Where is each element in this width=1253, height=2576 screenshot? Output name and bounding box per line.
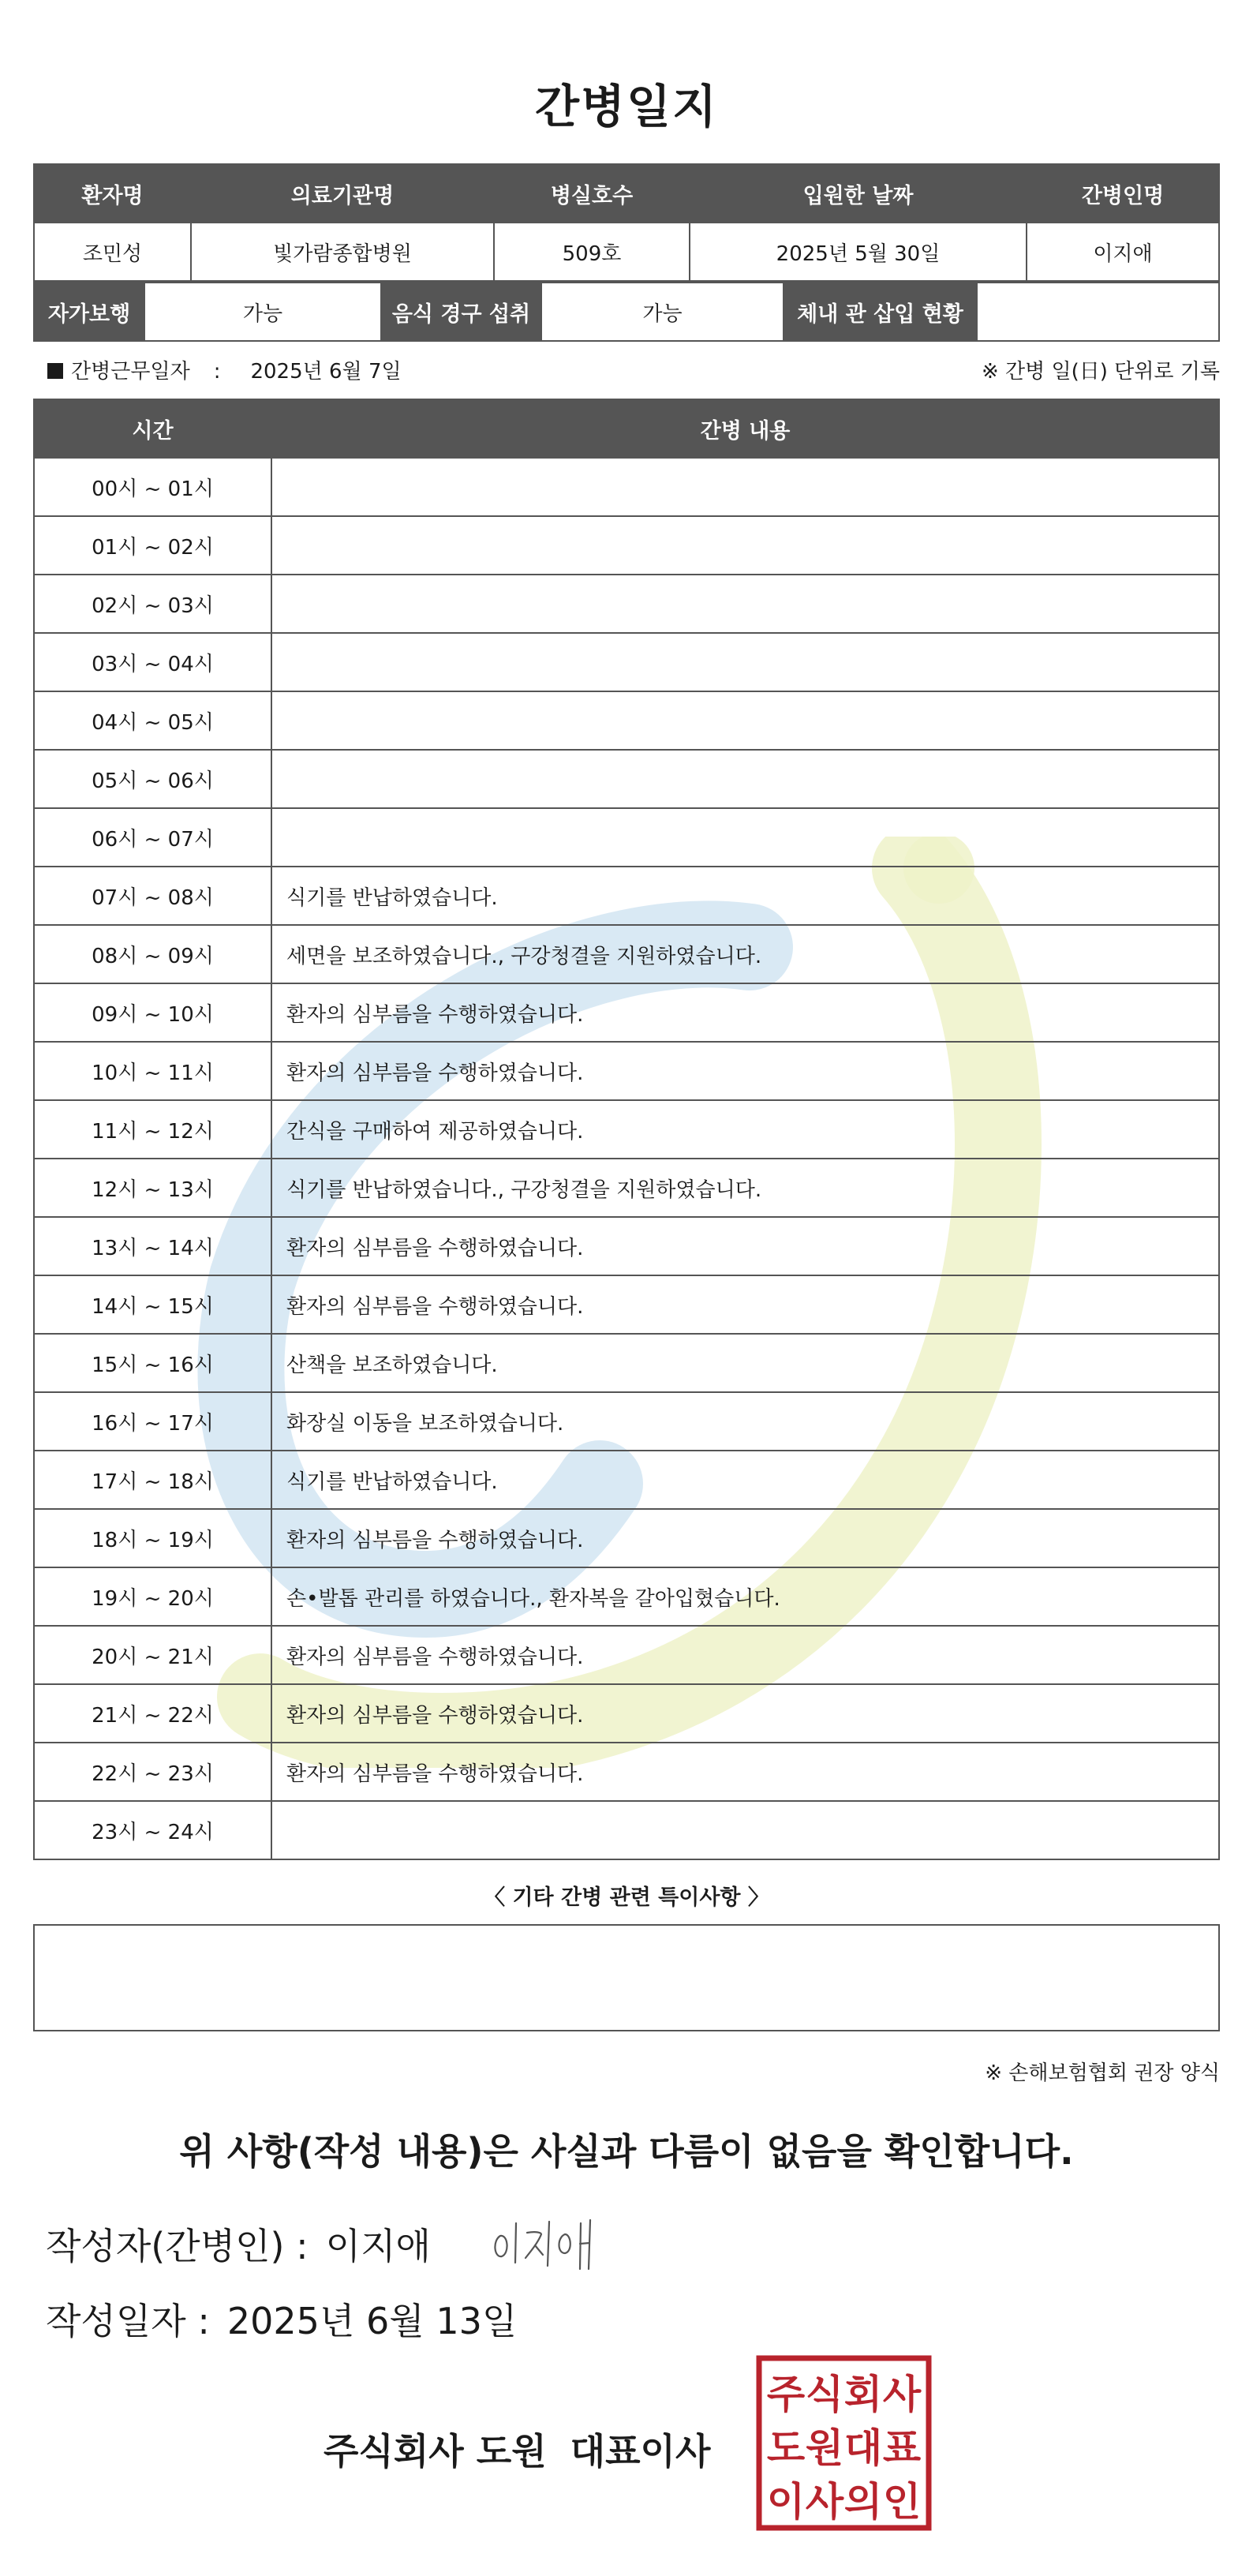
log-content-cell bbox=[271, 458, 1219, 516]
care-log-header-row bbox=[34, 399, 1219, 458]
tube-label: 체내 관 삽입 현황 bbox=[784, 283, 977, 341]
log-time-cell: 07시 ~ 08시 bbox=[34, 867, 271, 925]
table-row bbox=[34, 1684, 1219, 1743]
table-row bbox=[34, 1100, 1219, 1159]
log-content-cell: 환자의 심부름을 수행하였습니다. bbox=[271, 983, 1219, 1042]
page-title: 간병일지 bbox=[534, 80, 719, 133]
log-content-cell bbox=[271, 516, 1219, 575]
header-care-content: 간병 내용 bbox=[271, 399, 1219, 458]
company-representative: 대표이사 bbox=[570, 2430, 711, 2473]
log-content-cell: 환자의 심부름을 수행하였습니다. bbox=[271, 1684, 1219, 1743]
log-time-cell: 18시 ~ 19시 bbox=[34, 1509, 271, 1567]
tube-value bbox=[977, 283, 1219, 341]
table-row bbox=[34, 750, 1219, 808]
care-date-label: 간병근무일자 bbox=[71, 360, 190, 384]
log-content-cell bbox=[271, 1801, 1219, 1859]
table-row bbox=[34, 575, 1219, 633]
table-row bbox=[34, 516, 1219, 575]
self-care-label: 자가보행 bbox=[34, 283, 144, 341]
writer-line bbox=[46, 2218, 431, 2270]
written-date-value: 2025년 6월 13일 bbox=[226, 2300, 518, 2342]
table-row bbox=[34, 1275, 1219, 1334]
log-time-cell: 08시 ~ 09시 bbox=[34, 925, 271, 983]
log-time-cell: 06시 ~ 07시 bbox=[34, 808, 271, 867]
log-time-cell: 16시 ~ 17시 bbox=[34, 1392, 271, 1451]
patient-info-table bbox=[33, 163, 1220, 282]
patient-info-value-row bbox=[34, 223, 1219, 281]
header-caregiver: 간병인명 bbox=[1027, 164, 1219, 223]
log-time-cell: 19시 ~ 20시 bbox=[34, 1567, 271, 1626]
hospital-value: 빛가람종합병원 bbox=[191, 223, 494, 281]
svg-text:주: 주 bbox=[766, 2372, 806, 2417]
log-time-cell: 20시 ~ 21시 bbox=[34, 1626, 271, 1684]
log-time-cell: 21시 ~ 22시 bbox=[34, 1684, 271, 1743]
written-date-label: 작성일자 : bbox=[46, 2300, 210, 2342]
table-row bbox=[34, 867, 1219, 925]
log-time-cell: 15시 ~ 16시 bbox=[34, 1334, 271, 1392]
log-time-cell: 14시 ~ 15시 bbox=[34, 1275, 271, 1334]
svg-text:원: 원 bbox=[805, 2425, 844, 2471]
table-row bbox=[34, 808, 1219, 867]
table-row bbox=[34, 1042, 1219, 1100]
log-time-cell: 00시 ~ 01시 bbox=[34, 458, 271, 516]
log-time-cell: 01시 ~ 02시 bbox=[34, 516, 271, 575]
table-row bbox=[34, 1626, 1219, 1684]
other-notes-box bbox=[33, 1924, 1220, 2031]
log-content-cell bbox=[271, 691, 1219, 750]
log-content-cell: 환자의 심부름을 수행하였습니다. bbox=[271, 1509, 1219, 1567]
svg-text:회: 회 bbox=[843, 2372, 883, 2417]
patient-status-row bbox=[34, 283, 1219, 341]
table-row bbox=[34, 633, 1219, 691]
log-content-cell: 세면을 보조하였습니다., 구강청결을 지원하였습니다. bbox=[271, 925, 1219, 983]
table-row bbox=[34, 1159, 1219, 1217]
log-content-cell: 식기를 반납하였습니다. bbox=[271, 867, 1219, 925]
header-time: 시간 bbox=[34, 399, 271, 458]
log-content-cell: 환자의 심부름을 수행하였습니다. bbox=[271, 1042, 1219, 1100]
log-content-cell: 식기를 반납하였습니다., 구강청결을 지원하였습니다. bbox=[271, 1159, 1219, 1217]
log-time-cell: 11시 ~ 12시 bbox=[34, 1100, 271, 1159]
svg-text:도: 도 bbox=[766, 2425, 806, 2471]
table-row bbox=[34, 1567, 1219, 1626]
square-bullet-icon bbox=[47, 363, 63, 379]
handwritten-signature bbox=[489, 2214, 608, 2277]
patient-status-table bbox=[33, 282, 1220, 342]
log-time-cell: 02시 ~ 03시 bbox=[34, 575, 271, 633]
log-time-cell: 09시 ~ 10시 bbox=[34, 983, 271, 1042]
writer-label: 작성자(간병인) : bbox=[46, 2225, 309, 2267]
table-row bbox=[34, 1801, 1219, 1859]
patient-info-header-row bbox=[34, 164, 1219, 223]
svg-text:인: 인 bbox=[882, 2479, 922, 2525]
svg-text:대: 대 bbox=[843, 2425, 883, 2471]
association-note: ※ 손해보험협회 권장 양식 bbox=[985, 2061, 1220, 2085]
log-content-cell bbox=[271, 633, 1219, 691]
svg-text:사: 사 bbox=[805, 2479, 844, 2525]
log-content-cell: 환자의 심부름을 수행하였습니다. bbox=[271, 1743, 1219, 1801]
oral-intake-value: 가능 bbox=[541, 283, 784, 341]
svg-text:이: 이 bbox=[766, 2479, 806, 2525]
table-row bbox=[34, 1217, 1219, 1275]
log-content-cell: 손•발톱 관리를 하였습니다., 환자복을 갈아입혔습니다. bbox=[271, 1567, 1219, 1626]
confirmation-statement: 위 사항(작성 내용)은 사실과 다름이 없음을 확인합니다. bbox=[179, 2130, 1074, 2173]
table-row bbox=[34, 925, 1219, 983]
svg-text:사: 사 bbox=[882, 2372, 922, 2417]
oral-intake-label: 음식 경구 섭취 bbox=[381, 283, 541, 341]
svg-text:의: 의 bbox=[843, 2479, 883, 2525]
svg-text:식: 식 bbox=[805, 2372, 844, 2417]
log-content-cell bbox=[271, 750, 1219, 808]
log-time-cell: 03시 ~ 04시 bbox=[34, 633, 271, 691]
care-date-colon: : bbox=[213, 360, 221, 384]
company-line bbox=[324, 2423, 710, 2475]
table-row bbox=[34, 458, 1219, 516]
table-row bbox=[34, 691, 1219, 750]
log-time-cell: 17시 ~ 18시 bbox=[34, 1451, 271, 1509]
care-log-table bbox=[33, 399, 1220, 1860]
log-content-cell: 환자의 심부름을 수행하였습니다. bbox=[271, 1275, 1219, 1334]
log-time-cell: 13시 ~ 14시 bbox=[34, 1217, 271, 1275]
other-notes-title: 〈 기타 간병 관련 특이사항 〉 bbox=[484, 1885, 769, 1910]
log-time-cell: 05시 ~ 06시 bbox=[34, 750, 271, 808]
admission-date-value: 2025년 5월 30일 bbox=[690, 223, 1027, 281]
table-row bbox=[34, 1451, 1219, 1509]
log-content-cell bbox=[271, 808, 1219, 867]
room-value: 509호 bbox=[494, 223, 690, 281]
care-date-line bbox=[47, 355, 402, 384]
log-content-cell: 화장실 이동을 보조하였습니다. bbox=[271, 1392, 1219, 1451]
log-content-cell: 환자의 심부름을 수행하였습니다. bbox=[271, 1626, 1219, 1684]
written-date-line bbox=[46, 2293, 517, 2345]
care-log-body bbox=[34, 458, 1219, 1859]
table-row bbox=[34, 1743, 1219, 1801]
company-seal-stamp bbox=[755, 2354, 933, 2532]
self-care-value: 가능 bbox=[144, 283, 381, 341]
table-row bbox=[34, 1334, 1219, 1392]
patient-name-value: 조민성 bbox=[34, 223, 191, 281]
log-time-cell: 12시 ~ 13시 bbox=[34, 1159, 271, 1217]
svg-text:표: 표 bbox=[882, 2425, 922, 2471]
log-time-cell: 10시 ~ 11시 bbox=[34, 1042, 271, 1100]
writer-name: 이지애 bbox=[325, 2225, 431, 2267]
table-row bbox=[34, 1392, 1219, 1451]
care-date-value: 2025년 6월 7일 bbox=[250, 360, 402, 384]
log-content-cell: 환자의 심부름을 수행하였습니다. bbox=[271, 1217, 1219, 1275]
company-name: 주식회사 도원 bbox=[324, 2430, 547, 2473]
log-content-cell: 간식을 구매하여 제공하였습니다. bbox=[271, 1100, 1219, 1159]
record-note: ※ 간병 일(日) 단위로 기록 bbox=[981, 360, 1220, 384]
table-row bbox=[34, 983, 1219, 1042]
log-content-cell: 산책을 보조하였습니다. bbox=[271, 1334, 1219, 1392]
header-admission-date: 입원한 날짜 bbox=[690, 164, 1027, 223]
caregiver-value: 이지애 bbox=[1027, 223, 1219, 281]
log-content-cell: 식기를 반납하였습니다. bbox=[271, 1451, 1219, 1509]
log-time-cell: 22시 ~ 23시 bbox=[34, 1743, 271, 1801]
header-room: 병실호수 bbox=[494, 164, 690, 223]
log-content-cell bbox=[271, 575, 1219, 633]
table-row bbox=[34, 1509, 1219, 1567]
header-hospital: 의료기관명 bbox=[191, 164, 494, 223]
header-patient-name: 환자명 bbox=[34, 164, 191, 223]
log-time-cell: 23시 ~ 24시 bbox=[34, 1801, 271, 1859]
log-time-cell: 04시 ~ 05시 bbox=[34, 691, 271, 750]
